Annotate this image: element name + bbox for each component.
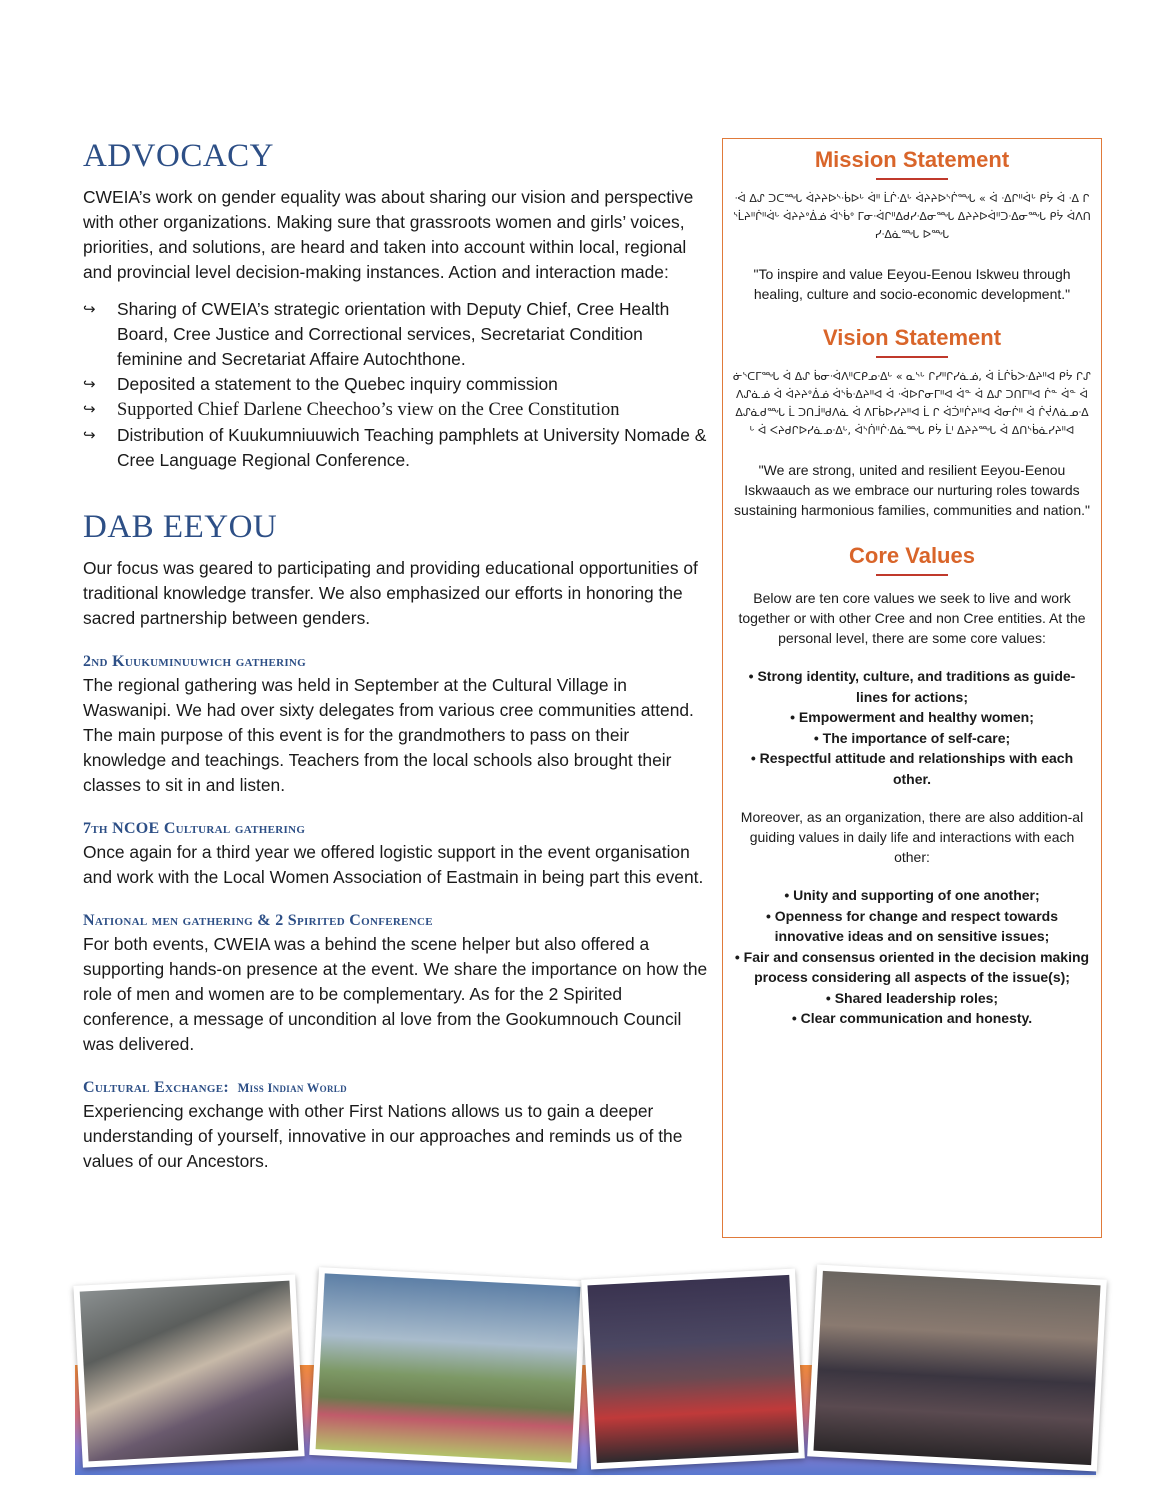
- statements-box: [722, 138, 1102, 1238]
- section-heading: [83, 1077, 708, 1099]
- heading-small: Miss Indian World: [237, 1081, 347, 1095]
- advocacy-title: ADVOCACY: [83, 138, 275, 174]
- list-item: [83, 423, 708, 473]
- list-item: [83, 297, 708, 372]
- heading-main: Cultural Exchange:: [83, 1079, 229, 1096]
- left-column: [83, 138, 708, 1174]
- divider: [876, 356, 948, 358]
- section-heading: National men gathering & 2 Spirited Conference: [83, 912, 433, 929]
- list-item: [83, 372, 708, 397]
- core-org-item: • Clear communication and honesty.: [791, 1010, 1033, 1026]
- section-heading: 7th NCOE Cultural gathering: [83, 820, 306, 837]
- divider: [876, 178, 948, 180]
- right-hook-arrow-icon: ↪: [83, 301, 96, 318]
- dab-eeyou-intro: Our focus was geared to participating and providing educational opportunities of traditional knowledge transfer. We also emphasized our efforts in honoring the sacred partnership between genders.: [83, 558, 698, 628]
- vision-english-text: "We are strong, united and resilient Eeyou-Eenou Iskwaauch as we embrace our nurturing roles towards sustaining harmonious families, communities and nation.": [734, 462, 1090, 518]
- right-hook-arrow-icon: ↪: [83, 376, 96, 393]
- photo-gathering-field: [309, 1267, 586, 1469]
- section-body: The regional gathering was held in September at the Cultural Village in Waswanipi. We had over sixty delegates from various cree communities attend. The main purpose of this event is for the grandmothers to pass on their knowledge and teachings. Teachers from the local schools also brought their classes to sit in and listen.: [83, 675, 694, 795]
- core-org-item: • Openness for change and respect towards innovative ideas and on sensitive issues;: [766, 907, 1058, 944]
- vision-title: Vision Statement: [822, 325, 1002, 350]
- dab-eeyou-title: DAB EEYOU: [83, 509, 278, 545]
- section-body: For both events, CWEIA was a behind the scene helper but also offered a supporting hands-on presence at the event. We share the importance on how the role of men and women are to be complementary. As for the 2 Spirited conference, a message of uncondition al love from the Gookumnouch Council was delivered.: [83, 934, 708, 1054]
- advocacy-bullet-list: [83, 297, 708, 473]
- core-personal-item: • The importance of self-care;: [813, 729, 1011, 746]
- vision-cree-text: ᓃᔅᑕᒥᙵ ᐋ ᐃᔑ ᑳᓂᐧᐋᐱᐦᑕᑭᓄᐧᐃᒡ « ᓇᔅᒡ ᒋᓯᐦᒋᓯᓈᓅ, ᐋ ᒫᒌᑳᐳᐧᐃᔨᐦᐊ ᑭᔮ ᒋᔑᐱᔑᓈᓅ ᐋ ᐋᔨᔨᐤᐄᓅ ᐋᔅᑳᐧᐃᔨᐦᐊ ᐋ ᐧᐋᐅᒋᓂᒥᐦᐊ ᐋᓐ ᐋ ᐃᔑ ᑐᑎᒥᐦᐊ ᒌᓐ ᐋᓐ ᐋ ᐃᔑᓈᑯᙵ ᒫ ᑐᑎᒨᐦᑯᐱᓈ ᐋ ᐱᒥᑳᐅᓯᔨᐦᐊ ᒫ ᒋ ᐋᑑᐦᒌᔨᐦᐊ ᐋᓂᒌᐦ ᐋ ᒌᔫᐱᓈᓄᐧᐃᒡ ᐋ ᐸᔨᑯᒋᐅᓯᓈᓄᐧᐃᒡ, ᐋᔅᑏᐦᒌᐧᐃᓈᙵ ᑭᔮ ᒫᑊ ᐃᔨᔨᙵ ᐋ ᐃᑎᔅᑳᓈᓯᔨᐦᐊ: [733, 370, 1091, 437]
- mission-english-text: "To inspire and value Eeyou-Eenou Iskweu through healing, culture and socio-economic development.": [753, 266, 1071, 302]
- divider: [876, 574, 948, 576]
- photo-elder-group: [581, 1269, 805, 1470]
- core-org-intro: Moreover, as an organization, there are also addition-al guiding values in daily life and interactions with each other:: [740, 809, 1084, 865]
- section-ncoe: [83, 818, 708, 890]
- bullet-text: Supported Chief Darlene Cheechoo’s view on the Cree Constitution: [117, 400, 620, 420]
- section-kuukuminuuwich: [83, 651, 708, 798]
- core-personal-item: • Empowerment and healthy women;: [790, 709, 1034, 725]
- section-body: Once again for a third year we offered logistic support in the event organisation and work with the Local Women Association of Eastmain in being part this event.: [83, 842, 704, 887]
- section-heading: 2nd Kuukuminuuwich gathering: [83, 653, 307, 670]
- core-values-title: Core Values: [849, 543, 975, 568]
- section-cultural-exchange: [83, 1077, 708, 1174]
- list-item: [83, 397, 708, 423]
- right-hook-arrow-icon: ↪: [83, 401, 96, 418]
- core-org-item: • Shared leadership roles;: [825, 989, 999, 1006]
- mission-title: Mission Statement: [814, 147, 1010, 172]
- core-org-item: • Fair and consensus oriented in the decision making process considering all aspects of the issue(s);: [734, 948, 1090, 985]
- advocacy-intro: CWEIA’s work on gender equality was about sharing our vision and perspective with other organizations. Making sure that grassroots women and girls’ voices, priorities, and solutions, are heard and taken into account within local, regional and provincial level decision-making instances. Action and interaction made:: [83, 187, 694, 282]
- section-body: Experiencing exchange with other First Nations allows us to gain a deeper understanding of yourself, innovative in our approaches and reminds us of the values of our Ancestors.: [83, 1101, 683, 1171]
- mission-cree-text: ᐧᐋ ᐃᔑ ᑐᑕᙵ ᐋᔨᔨᐅᔅᐧᑳᐅᒡ ᐋᐦ ᒫᒌᐧᐃᒡ ᐋᔨᔨᐅᔅᒌᙵ « ᐋ ᐧᐃᒋᐦᐋᒡ ᑭᔮ ᐋ ᐧᐃ ᒋᔅᒫᔨᐦᒌᐦᐋᒡ ᐋᔨᔨᐤᐄᓅ ᐋᔅᑳᐤ ᒥᓂᐧᐋᒋᐦᐃᑯᓯᐧᐃᓂᙵ ᐃᔨᔨᐅᐋᐦᑐᐧᐃᓂᙵ ᑭᔮ ᐋᐱᑎᓯᐧᐃᓈᙵ ᐅᙵ: [733, 192, 1091, 241]
- bullet-text: Sharing of CWEIA’s strategic orientation with Deputy Chief, Cree Health Board, Cree Justice and Correctional services, Secretariat Condition feminine and Secretariat Affaire Autochthone.: [117, 299, 670, 369]
- core-personal-item: • Respectful attitude and relationships with each other.: [750, 750, 1074, 787]
- core-intro: Below are ten core values we seek to live and work together or with other Cree and non Cree entities. At the personal level, there are some core values:: [738, 590, 1086, 646]
- bullet-text: Deposited a statement to the Quebec inquiry commission: [117, 374, 558, 394]
- bullet-text: Distribution of Kuukumniuuwich Teaching pamphlets at University Nomade & Cree Language Regional Conference.: [117, 425, 707, 470]
- photo-group: [807, 1265, 1107, 1472]
- core-personal-item: • Strong identity, culture, and traditions as guide-lines for actions;: [748, 668, 1076, 705]
- section-men-gathering: [83, 910, 708, 1057]
- photo-interview: [73, 1274, 304, 1467]
- core-org-item: • Unity and supporting of one another;: [784, 887, 1040, 903]
- right-hook-arrow-icon: ↪: [83, 427, 96, 444]
